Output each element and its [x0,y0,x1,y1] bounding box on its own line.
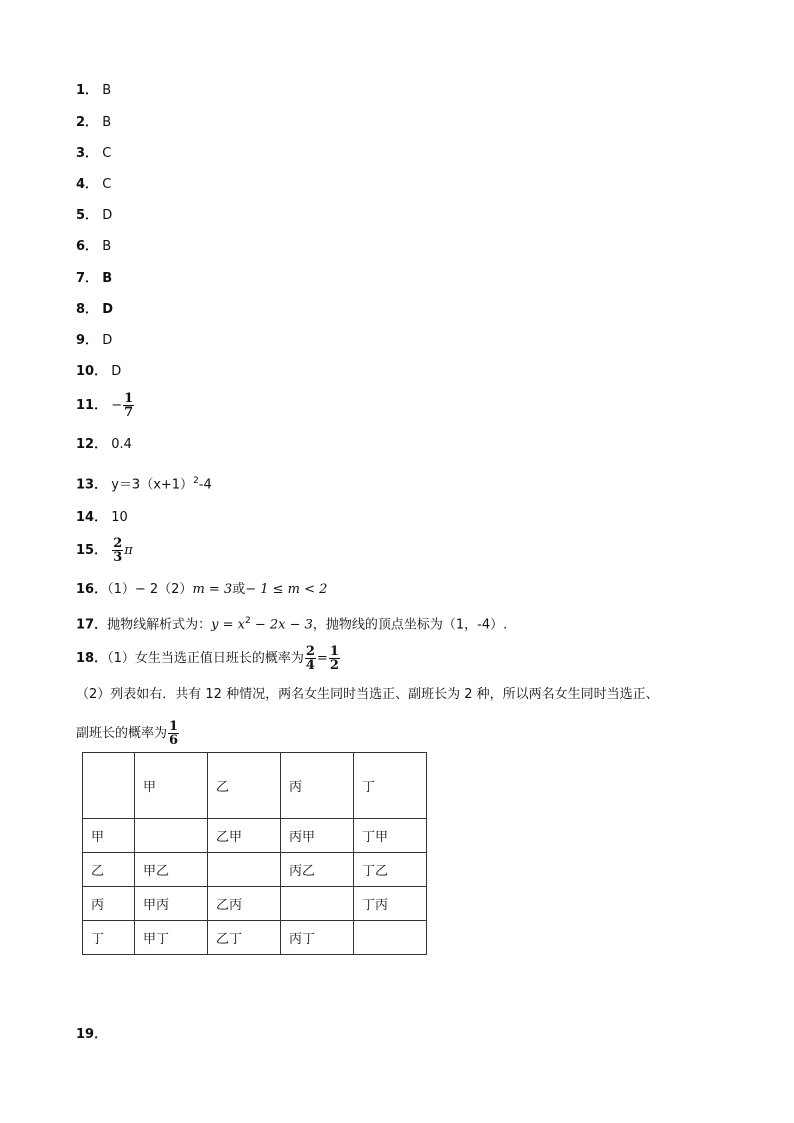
answer-line-14: 14． 10 [76,510,128,525]
answer-line: 8． D [76,302,113,317]
table-cell: 乙丙 [208,887,281,921]
table-cell: 丁丙 [354,887,427,921]
answer-line: 3． C [76,146,112,161]
table-cell: 甲丁 [135,921,208,955]
fraction: $\frac{1}{6}$ [169,719,179,748]
table-cell [281,887,354,921]
table-cell [135,819,208,853]
answer-18-part2-cont: 副班长的概率为 $\frac{1}{6}$ [76,719,179,748]
table-cell [354,921,427,955]
table-cell: 丙乙 [281,853,354,887]
answer-line-12: 12． 0.4 [76,437,132,452]
table-cell: 甲 [83,819,135,853]
table-row [83,921,427,955]
table-cell: 甲 [135,753,208,819]
table-row [83,819,427,853]
answer-line: 2． B [76,115,112,130]
table-cell [83,753,135,819]
table-cell: 乙丁 [208,921,281,955]
outcome-table [82,752,427,955]
answer-line: 9． D [76,333,113,348]
answer-line: 7． B [76,271,113,286]
answer-line-17: 17．抛物线解析式为：$y = x^2 - 2x - 3$，抛物线的顶点坐标为（1，-4）. [76,616,508,633]
table-cell: 丁乙 [354,853,427,887]
table-cell: 甲乙 [135,853,208,887]
table-cell: 乙 [208,753,281,819]
answer-line: 4． C [76,177,112,192]
table-cell: 丙甲 [281,819,354,853]
fraction: $\frac{2}{4}$ [305,644,315,673]
answer-line-19: 19． [76,1027,108,1042]
table-cell: 丁 [354,753,427,819]
answer-line-16: 16．（1）− 2（2）m = 3或− 1 ≤ m < 2 [76,582,328,597]
answer-line-15: 15． $\frac{2}{3}$ π [76,536,133,565]
answer-line: 1． B [76,83,112,98]
table-cell: 丁 [83,921,135,955]
table-cell [208,853,281,887]
answer-line: 5． D [76,208,113,223]
table-cell: 丙丁 [281,921,354,955]
table-cell: 丙 [281,753,354,819]
answer-line-13: 13． $y=3(x+1)^2-4$ [76,476,212,493]
answer-line: 6． B [76,239,112,254]
table-cell: 乙 [83,853,135,887]
table-cell: 乙甲 [208,819,281,853]
table-cell: 甲丙 [135,887,208,921]
answer-line: 10． D [76,364,122,379]
table-cell: 丙 [83,887,135,921]
table-row [83,853,427,887]
fraction: $\frac{1}{7}$ [124,391,134,420]
answer-line-18: 18．（1）女生当选正值日班长的概率为 $\frac{2}{4}$ = $\frac{1}{2}$ [76,644,339,673]
table-row [83,753,427,819]
fraction: $\frac{1}{2}$ [329,644,339,673]
table-cell: 丁甲 [354,819,427,853]
answer-line-11: 11． − $\frac{1}{7}$ [76,391,134,420]
fraction: $\frac{2}{3}$ [113,536,123,565]
table-row [83,887,427,921]
answer-18-part2: （2）列表如右．共有 12 种情况，两名女生同时当选正、副班长为 2 种，所以两名女生同时当选正、 [76,687,659,702]
